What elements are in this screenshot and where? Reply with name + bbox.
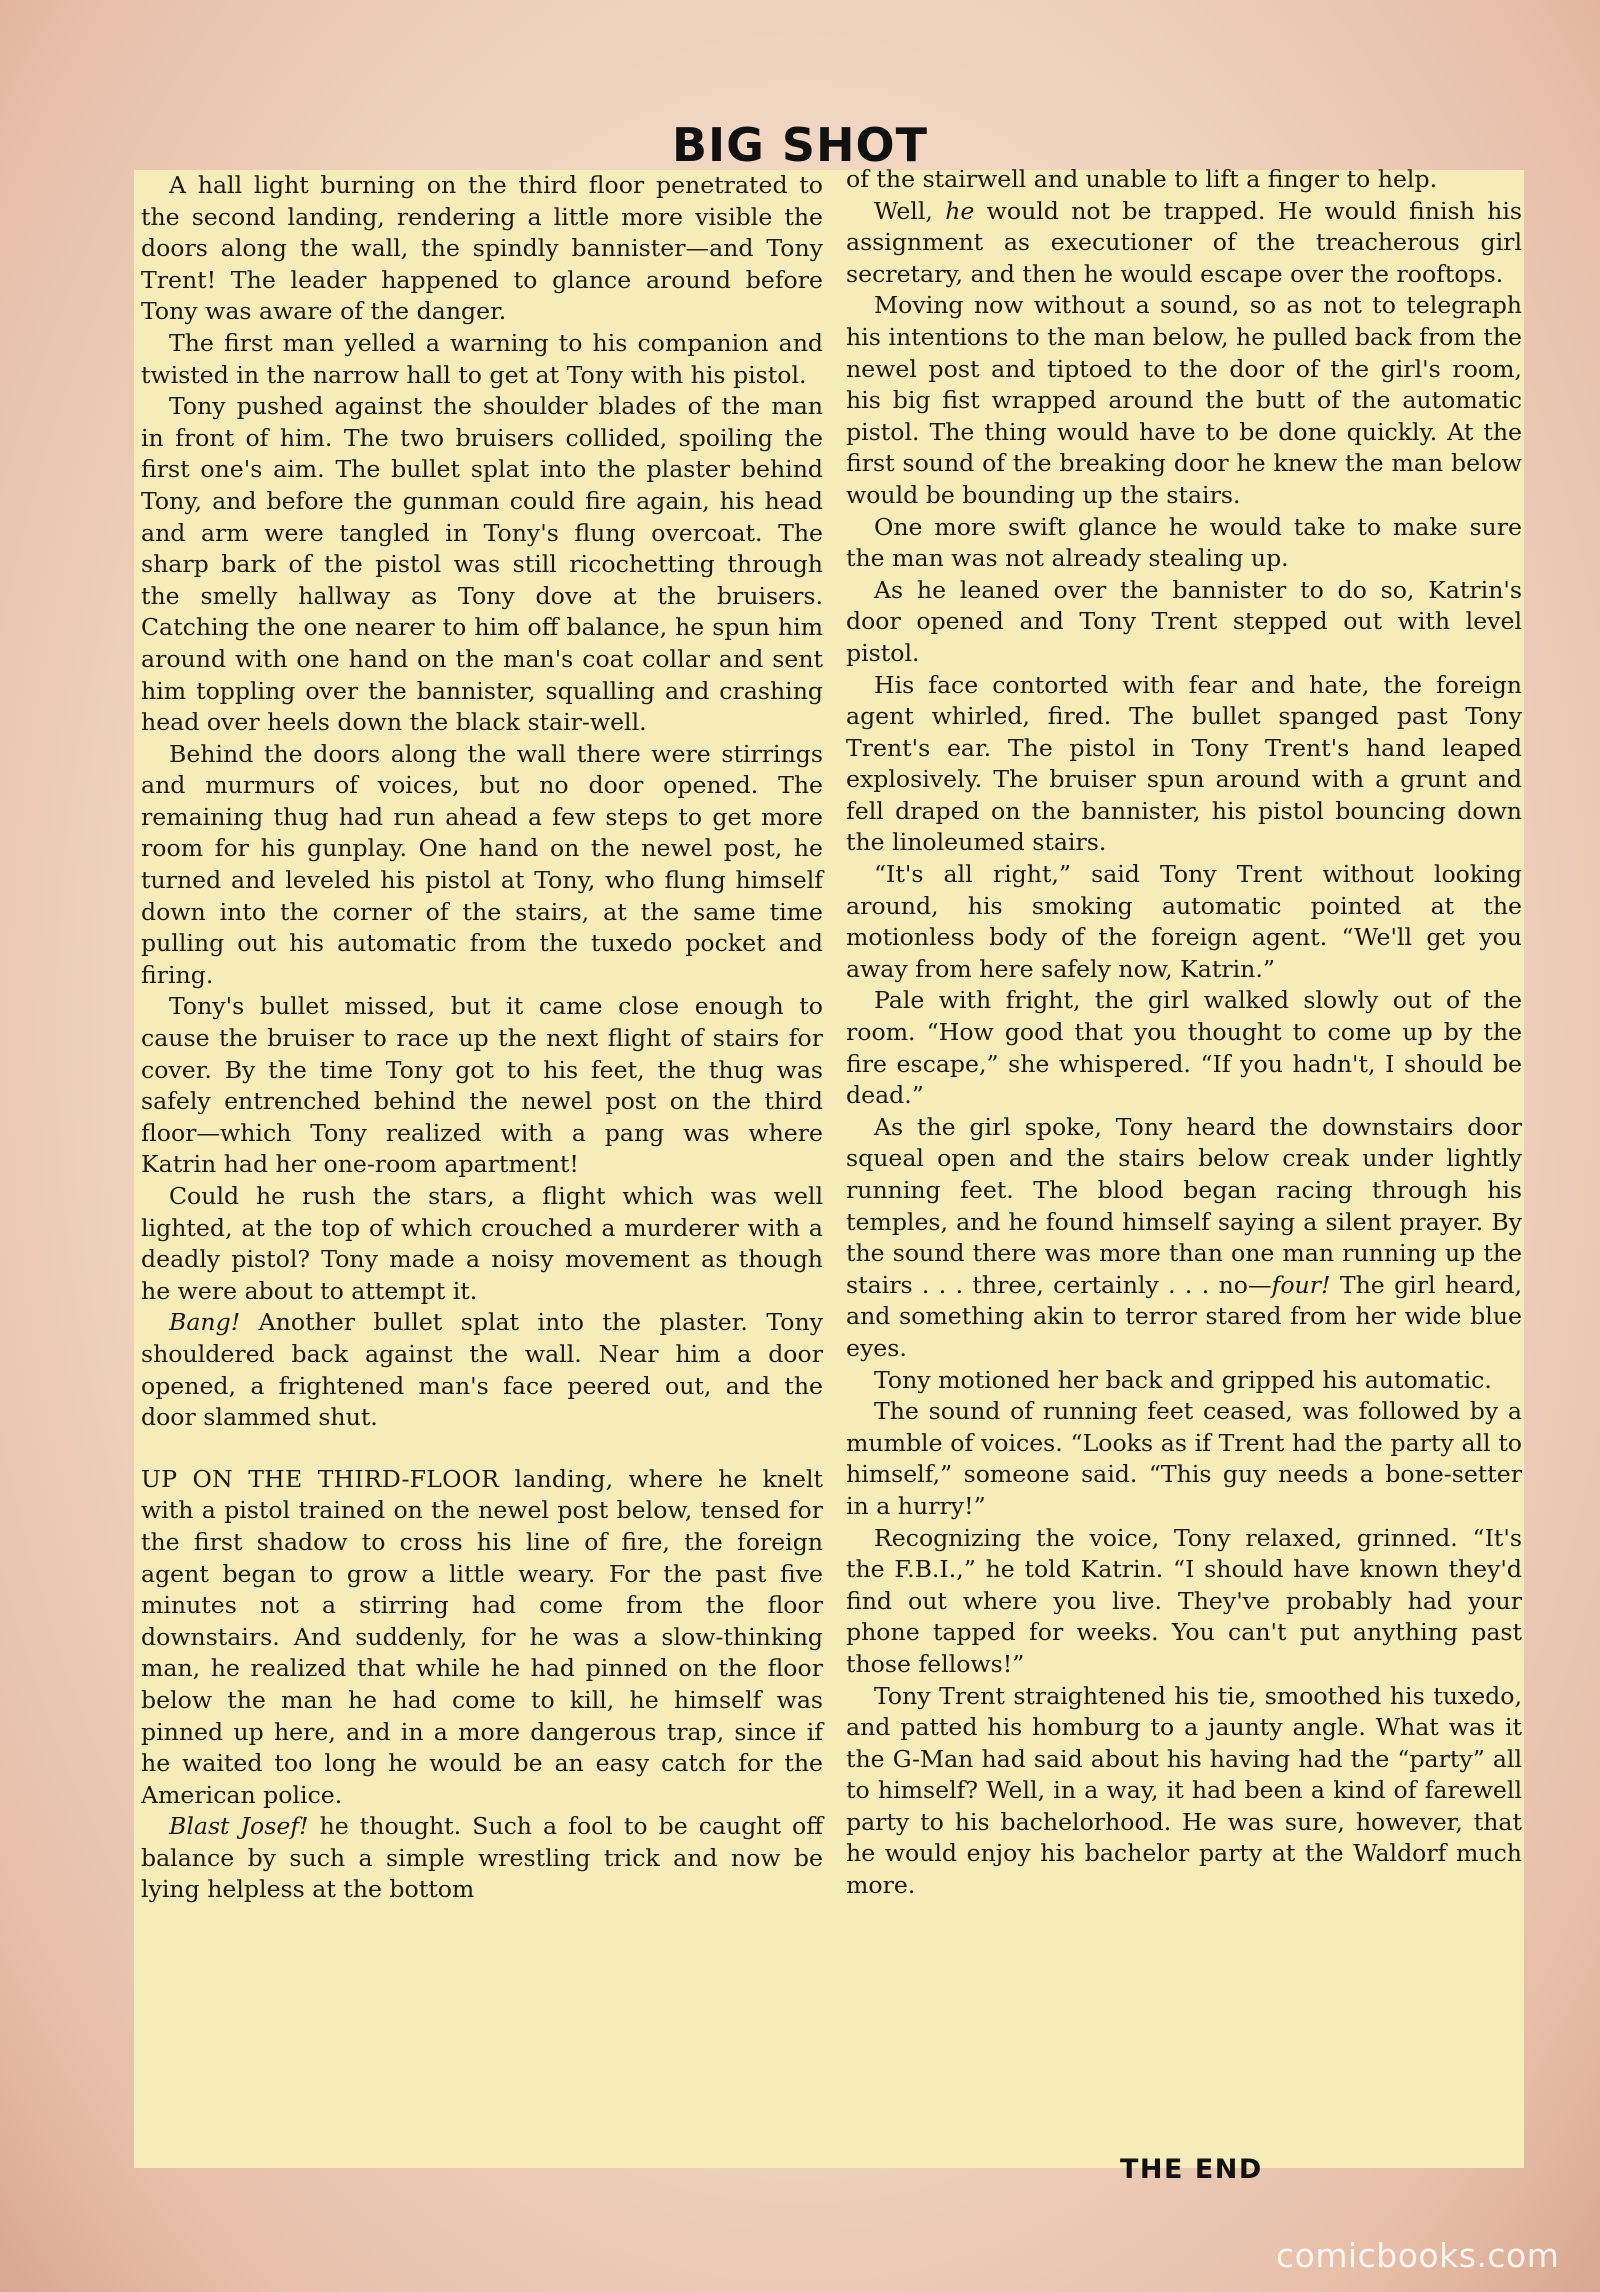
paragraph: of the stairwell and unable to lift a finger to help. <box>846 165 1438 193</box>
paragraph: One more swift glance he would take to make sure the man was not already stealing up. <box>846 512 1522 573</box>
paragraph: Tony Trent straightened his tie, smoothed his tuxedo, and patted his homburg to a jaunty angle. What was it the G-Man had said about his having had the “party” all to himself? Well, in a way, it had been a kind of farewell party to his bachelorhood. He was sure, however, that he would enjoy his bachelor party at the Waldorf much more. <box>846 1681 1522 1900</box>
paragraph: Recognizing the voice, Tony relaxed, grinned. “It's the F.B.I.,” he told Katrin. “I should have known they'd find out where you live. They've probably had your phone tapped for weeks. You can't put anything past those fellows!” <box>846 1523 1522 1678</box>
paragraph: Tony pushed against the shoulder blades of the man in front of him. The two bruisers collided, spoiling the first one's aim. The bullet splat into the plaster behind Tony, and before the gunman could fire again, his head and arm were tangled in Tony's flung overcoat. The sharp bark of the pistol was still ricochetting through the smelly hallway as Tony dove at the bruisers. Catching the one nearer to him off balance, he spun him around with one hand on the man's coat collar and sent him toppling over the bannister, squalling and crashing head over heels down the black stair-well. <box>141 392 823 737</box>
right-column <box>846 164 1522 1902</box>
paragraph: The sound of running feet ceased, was followed by a mumble of voices. “Looks as if Trent had the party all to himself,” someone said. “This guy needs a bone-setter in a hurry!” <box>846 1397 1522 1520</box>
paragraph: Tony's bullet missed, but it came close enough to cause the bruiser to race up the next flight of stairs for cover. By the time Tony got to his feet, the thug was safely entrenched behind the newel post on the third floor—which Tony realized with a pang was where Katrin had her one-room apartment! <box>141 992 823 1179</box>
section-lead: UP ON THE THIRD-FLOOR landing, <box>141 1464 614 1493</box>
emphasis: Bang! <box>169 1308 241 1337</box>
paragraph-text: As the girl spoke, Tony heard the downstairs door squeal open and the stairs below creak under lightly running feet. The blood began racing through his temples, and he found himself saying a silent prayer. By the sound there was more than one man running up the stairs . . . three, certainly . . . no— <box>846 1112 1522 1299</box>
paragraph-text: Well, <box>874 196 946 225</box>
emphasis: Blast Josef! <box>169 1812 309 1841</box>
emphasis: four! <box>1271 1270 1331 1299</box>
paragraph: As he leaned over the bannister to do so, Katrin's door opened and Tony Trent stepped out with level pistol. <box>846 575 1522 667</box>
paragraph-text: The girl heard, and something akin to terror stared from her wide blue eyes. <box>846 1270 1522 1362</box>
paragraph: “It's all right,” said Tony Trent without looking around, his smoking automatic pointed at the motionless body of the foreign agent. “We'll get you away from here safely now, Katrin.” <box>846 860 1522 983</box>
paragraph-text: Another bullet splat into the plaster. Tony shouldered back against the wall. Near him a door opened, a frightened man's face peered out, and the door slammed shut. <box>141 1308 823 1432</box>
left-column <box>141 170 823 1906</box>
paragraph <box>846 196 1522 291</box>
section-paragraph <box>141 1464 823 1812</box>
emphasis: he <box>945 196 975 225</box>
paragraph: A hall light burning on the third floor penetrated to the second landing, rendering a little more visible the doors along the wall, the spindly bannister—and Tony Trent! The leader happened to glance around before Tony was aware of the danger. <box>141 171 823 326</box>
paragraph: The first man yelled a warning to his companion and twisted in the narrow hall to get at Tony with his pistol. <box>141 328 823 389</box>
page-title: BIG SHOT <box>671 118 929 172</box>
paragraph <box>846 1112 1522 1365</box>
paragraph <box>141 1307 823 1433</box>
paragraph: Tony motioned her back and gripped his automatic. <box>874 1365 1492 1394</box>
paragraph <box>141 1811 823 1906</box>
paragraph-text: where he knelt with a pistol trained on the newel post below, tensed for the first shadow to cross his line of fire, the foreign agent began to grow a little weary. For the past five minutes not a stirring had come from the floor downstairs. And suddenly, for he was a slow-thinking man, he realized that while he had pinned on the floor below the man he had come to kill, he himself was pinned up here, and in a more dangerous trap, since if he waited too long he would be an easy catch for the American police. <box>141 1464 823 1809</box>
paragraph: Behind the doors along the wall there were stirrings and murmurs of voices, but no door opened. The remaining thug had run ahead a few steps to get more room for his gunplay. One hand on the newel post, he turned and leveled his pistol at Tony, who flung himself down into the corner of the stairs, at the same time pulling out his automatic from the tuxedo pocket and firing. <box>141 739 823 989</box>
paragraph: Could he rush the stars, a flight which was well lighted, at the top of which crouched a murderer with a deadly pistol? Tony made a noisy movement as though he were about to attempt it. <box>141 1182 823 1305</box>
paragraph-text: he thought. Such a fool to be caught off balance by such a simple wrestling trick and now be lying helpless at the bottom <box>141 1812 823 1904</box>
the-end-label: THE END <box>1120 2154 1263 2185</box>
watermark: comicbooks.com <box>1276 2236 1560 2275</box>
paragraph: Moving now without a sound, so as not to telegraph his intentions to the man below, he pulled back from the newel post and tiptoed to the door of the girl's room, his big fist wrapped around the butt of the automatic pistol. The thing would have to be done quickly. At the first sound of the breaking door he knew the man below would be bounding up the stairs. <box>846 291 1522 509</box>
paragraph-text: would not be trapped. He would finish his assignment as executioner of the treacherous girl secretary, and then he would escape over the rooftops. <box>846 196 1522 288</box>
paragraph: Pale with fright, the girl walked slowly out of the room. “How good that you thought to come up by the fire escape,” she whispered. “If you hadn't, I should be dead.” <box>846 986 1522 1110</box>
paragraph: His face contorted with fear and hate, the foreign agent whirled, fired. The bullet spanged past Tony Trent's ear. The pistol in Tony Trent's hand leaped explosively. The bruiser spun around with a grunt and fell draped on the bannister, his pistol bouncing down the linoleumed stairs. <box>846 670 1522 857</box>
